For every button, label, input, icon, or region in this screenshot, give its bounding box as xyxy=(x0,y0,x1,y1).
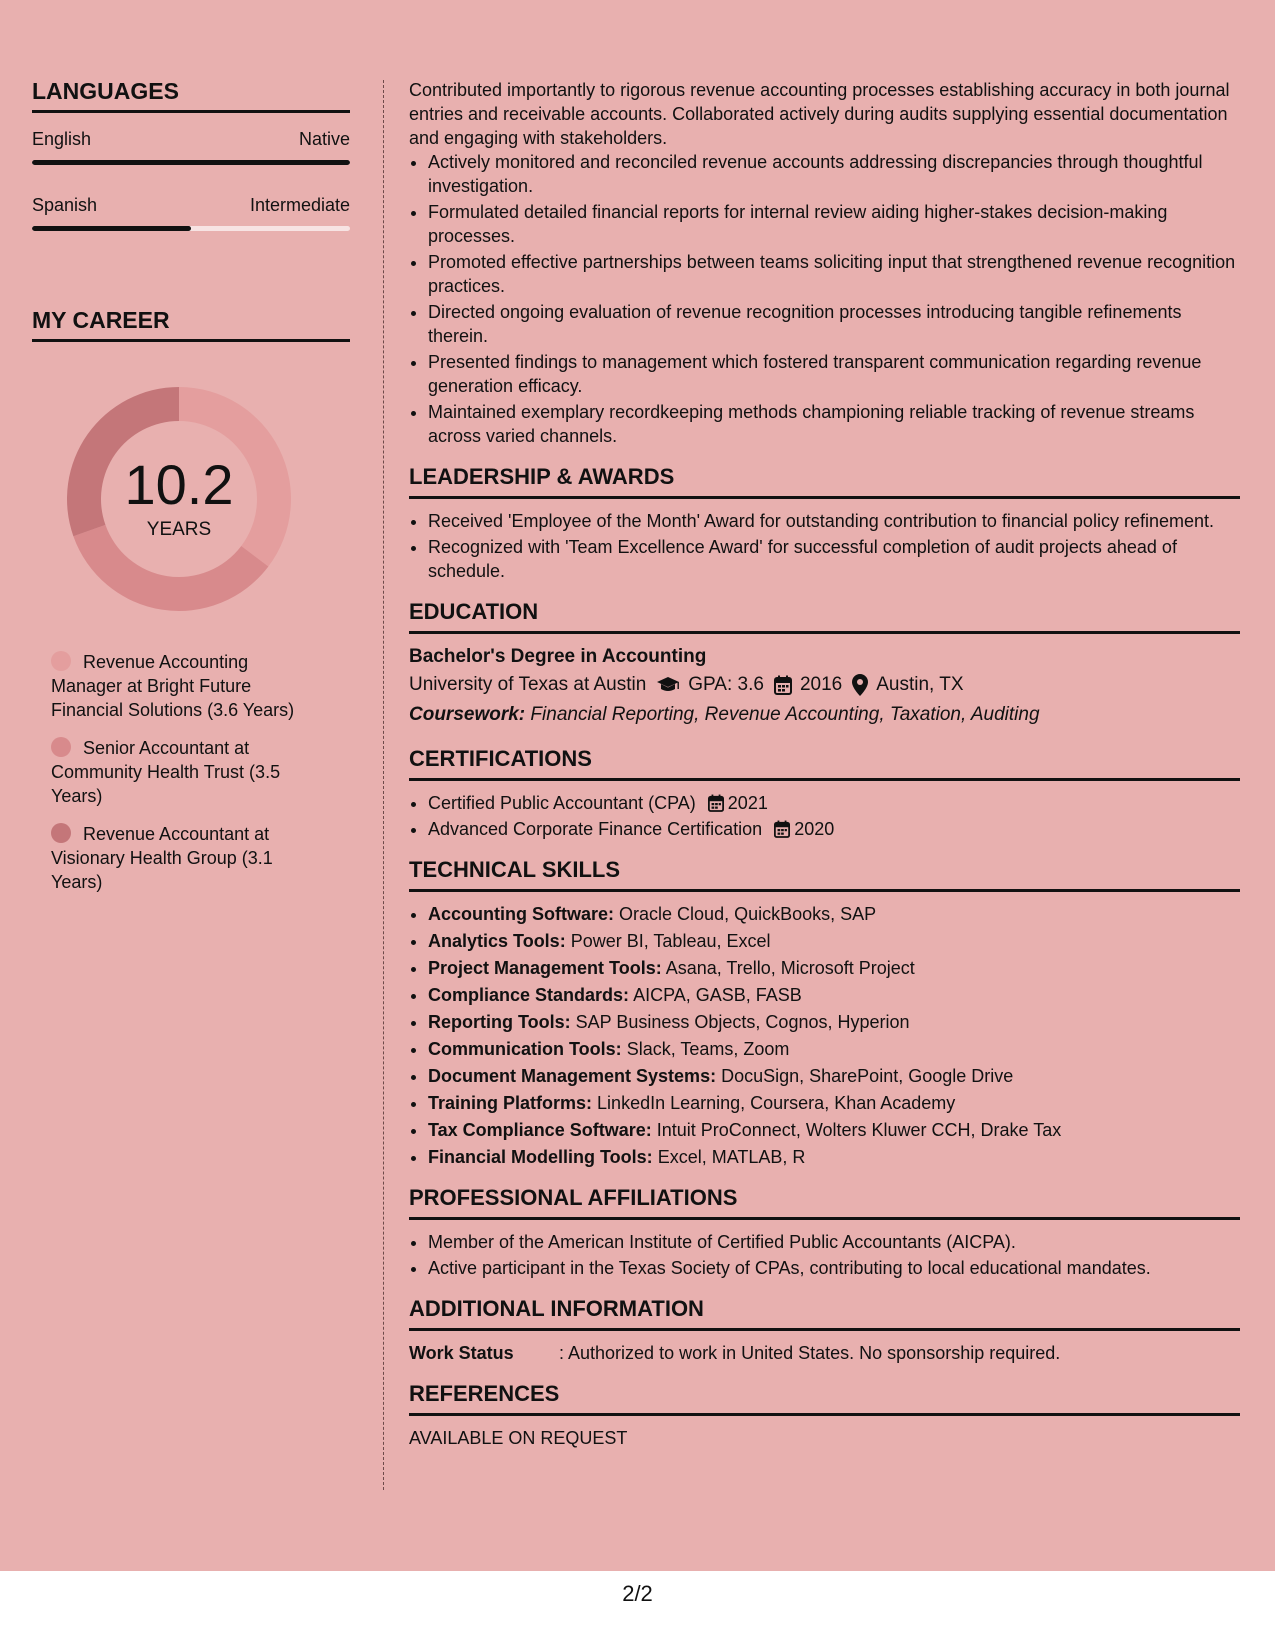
language-proficiency-bar xyxy=(32,226,350,231)
certification-year: 2020 xyxy=(794,819,835,839)
skill-label: Document Management Systems: xyxy=(428,1066,717,1086)
skills-section xyxy=(409,857,1240,1169)
skill-value: AICPA, GASB, FASB xyxy=(633,985,802,1005)
degree-title: Bachelor's Degree in Accounting xyxy=(409,646,707,667)
list-item xyxy=(428,956,1240,980)
skill-value: Power BI, Tableau, Excel xyxy=(570,931,771,951)
language-name: Spanish xyxy=(32,195,98,215)
language-proficiency-fill xyxy=(32,160,350,165)
column-divider xyxy=(383,80,384,1490)
right-column xyxy=(409,78,1240,1450)
career-heading: MY CAREER xyxy=(32,307,350,342)
coursework-label: Coursework: xyxy=(409,704,526,725)
list-item: • Directed ongoing evaluation of revenue recognition processes introducing tangible refinements therein. xyxy=(428,300,1240,348)
graduation-year: 2016 xyxy=(799,674,843,695)
graduation-cap-icon xyxy=(656,676,680,694)
affiliations-section xyxy=(409,1185,1240,1280)
list-item xyxy=(428,1091,1240,1115)
skill-label: Reporting Tools: xyxy=(428,1012,571,1032)
skill-label: Accounting Software: xyxy=(428,904,615,924)
section-heading: EDUCATION xyxy=(409,599,1240,634)
education-details xyxy=(409,670,1240,700)
career-total-years: 10.2 xyxy=(124,453,234,516)
language-proficiency-fill xyxy=(32,226,191,231)
language-english xyxy=(32,129,350,165)
gpa: GPA: 3.6 xyxy=(688,674,764,695)
list-item xyxy=(428,817,1240,841)
list-item: • Recognized with 'Team Excellence Award' for successful completion of audit projects ahead of schedule. xyxy=(428,535,1240,583)
section-heading: CERTIFICATIONS xyxy=(409,746,1240,781)
education-section xyxy=(409,599,1240,730)
list-item: • Presented findings to management which fostered transparent communication regarding revenue generation efficacy. xyxy=(428,350,1240,398)
list-item: • Promoted effective partnerships between teams soliciting input that strengthened revenue recognition practices. xyxy=(428,250,1240,298)
skill-label: Financial Modelling Tools: xyxy=(428,1147,653,1167)
section-heading: ADDITIONAL INFORMATION xyxy=(409,1296,1240,1331)
skill-label: Tax Compliance Software: xyxy=(428,1120,652,1140)
map-pin-icon xyxy=(852,674,868,696)
career-legend-item xyxy=(51,822,311,894)
coursework-list: Financial Reporting, Revenue Accounting, Taxation, Auditing xyxy=(530,704,1040,725)
skill-label: Communication Tools: xyxy=(428,1039,622,1059)
career-years-label: YEARS xyxy=(146,519,212,540)
school-location: Austin, TX xyxy=(876,674,964,695)
skill-value: Slack, Teams, Zoom xyxy=(626,1039,790,1059)
list-item xyxy=(428,929,1240,953)
skill-value: Intuit ProConnect, Wolters Kluwer CCH, Drake Tax xyxy=(656,1120,1062,1140)
certification-name: • Certified Public Accountant (CPA) xyxy=(428,793,696,813)
legend-dot xyxy=(51,651,71,671)
list-item xyxy=(428,1010,1240,1034)
section-heading: REFERENCES xyxy=(409,1381,1240,1416)
career-legend xyxy=(32,650,350,894)
list-item: • Member of the American Institute of Certified Public Accountants (AICPA). xyxy=(428,1230,1240,1254)
school-name: University of Texas at Austin xyxy=(409,674,647,695)
page-footer xyxy=(0,1571,1275,1650)
legend-dot xyxy=(51,737,71,757)
certification-name: • Advanced Corporate Finance Certification xyxy=(428,819,763,839)
skill-value: LinkedIn Learning, Coursera, Khan Academy xyxy=(597,1093,956,1113)
skill-label: Compliance Standards: xyxy=(428,985,630,1005)
left-column xyxy=(32,78,350,908)
list-item: • Maintained exemplary recordkeeping methods championing reliable tracking of revenue streams across varied channels. xyxy=(428,400,1240,448)
language-level: Native xyxy=(298,129,350,149)
leadership-section xyxy=(409,464,1240,583)
calendar-icon xyxy=(774,820,790,838)
experience-bullets xyxy=(409,150,1240,448)
experience-section xyxy=(409,78,1240,448)
career-legend-item xyxy=(51,736,311,808)
coursework xyxy=(409,700,1240,730)
language-proficiency-bar xyxy=(32,160,350,165)
skill-label: Project Management Tools: xyxy=(428,958,662,978)
list-item: • Formulated detailed financial reports for internal review aiding higher-stakes decision-making processes. xyxy=(428,200,1240,248)
section-heading: TECHNICAL SKILLS xyxy=(409,857,1240,892)
calendar-icon xyxy=(774,675,792,695)
work-status-label: Work Status xyxy=(409,1343,514,1363)
list-item xyxy=(428,983,1240,1007)
section-heading: PROFESSIONAL AFFILIATIONS xyxy=(409,1185,1240,1220)
experience-summary: Contributed importantly to rigorous revenue accounting processes establishing accuracy in both journal entries and receivable accounts. Collaborated actively during audits supplying essential documentation and engaging with stakeholders. xyxy=(409,80,1230,148)
skill-value: DocuSign, SharePoint, Google Drive xyxy=(721,1066,1014,1086)
list-item xyxy=(428,1118,1240,1142)
page-number: 2/2 xyxy=(622,1581,653,1606)
language-name: English xyxy=(32,129,92,149)
list-item xyxy=(428,1064,1240,1088)
certification-year: 2021 xyxy=(727,793,768,813)
list-item xyxy=(428,1037,1240,1061)
skill-value: Asana, Trello, Microsoft Project xyxy=(665,958,915,978)
skill-label: Training Platforms: xyxy=(428,1093,593,1113)
skill-value: Oracle Cloud, QuickBooks, SAP xyxy=(619,904,877,924)
list-item: • Active participant in the Texas Society of CPAs, contributing to local educational mandates. xyxy=(428,1256,1240,1280)
career-legend-item xyxy=(51,650,311,722)
skill-label: Analytics Tools: xyxy=(428,931,566,951)
list-item xyxy=(428,791,1240,815)
list-item: • Actively monitored and reconciled revenue accounts addressing discrepancies through thoughtful investigation. xyxy=(428,150,1240,198)
skill-value: SAP Business Objects, Cognos, Hyperion xyxy=(575,1012,910,1032)
calendar-icon xyxy=(708,794,724,812)
language-level: Intermediate xyxy=(249,195,350,215)
languages-heading: LANGUAGES xyxy=(32,78,350,113)
list-item xyxy=(428,902,1240,926)
language-spanish xyxy=(32,195,350,231)
skill-value: Excel, MATLAB, R xyxy=(657,1147,806,1167)
references-text: AVAILABLE ON REQUEST xyxy=(409,1428,628,1448)
references-section xyxy=(409,1381,1240,1450)
section-heading: LEADERSHIP & AWARDS xyxy=(409,464,1240,499)
work-status-value: : Authorized to work in United States. No sponsorship required. xyxy=(559,1343,1061,1363)
career-donut-chart xyxy=(64,384,294,614)
career-role: Revenue Accountant at Visionary Health Group (3.1 Years) xyxy=(51,824,273,892)
legend-dot xyxy=(51,823,71,843)
list-item xyxy=(428,1145,1240,1169)
work-status-row xyxy=(409,1341,1240,1365)
certifications-section xyxy=(409,746,1240,841)
list-item: • Received 'Employee of the Month' Award for outstanding contribution to financial policy refinement. xyxy=(428,509,1240,533)
additional-info-section xyxy=(409,1296,1240,1365)
career-role: Senior Accountant at Community Health Trust (3.5 Years) xyxy=(51,738,281,806)
career-role: Revenue Accounting Manager at Bright Future Financial Solutions (3.6 Years) xyxy=(51,652,295,720)
